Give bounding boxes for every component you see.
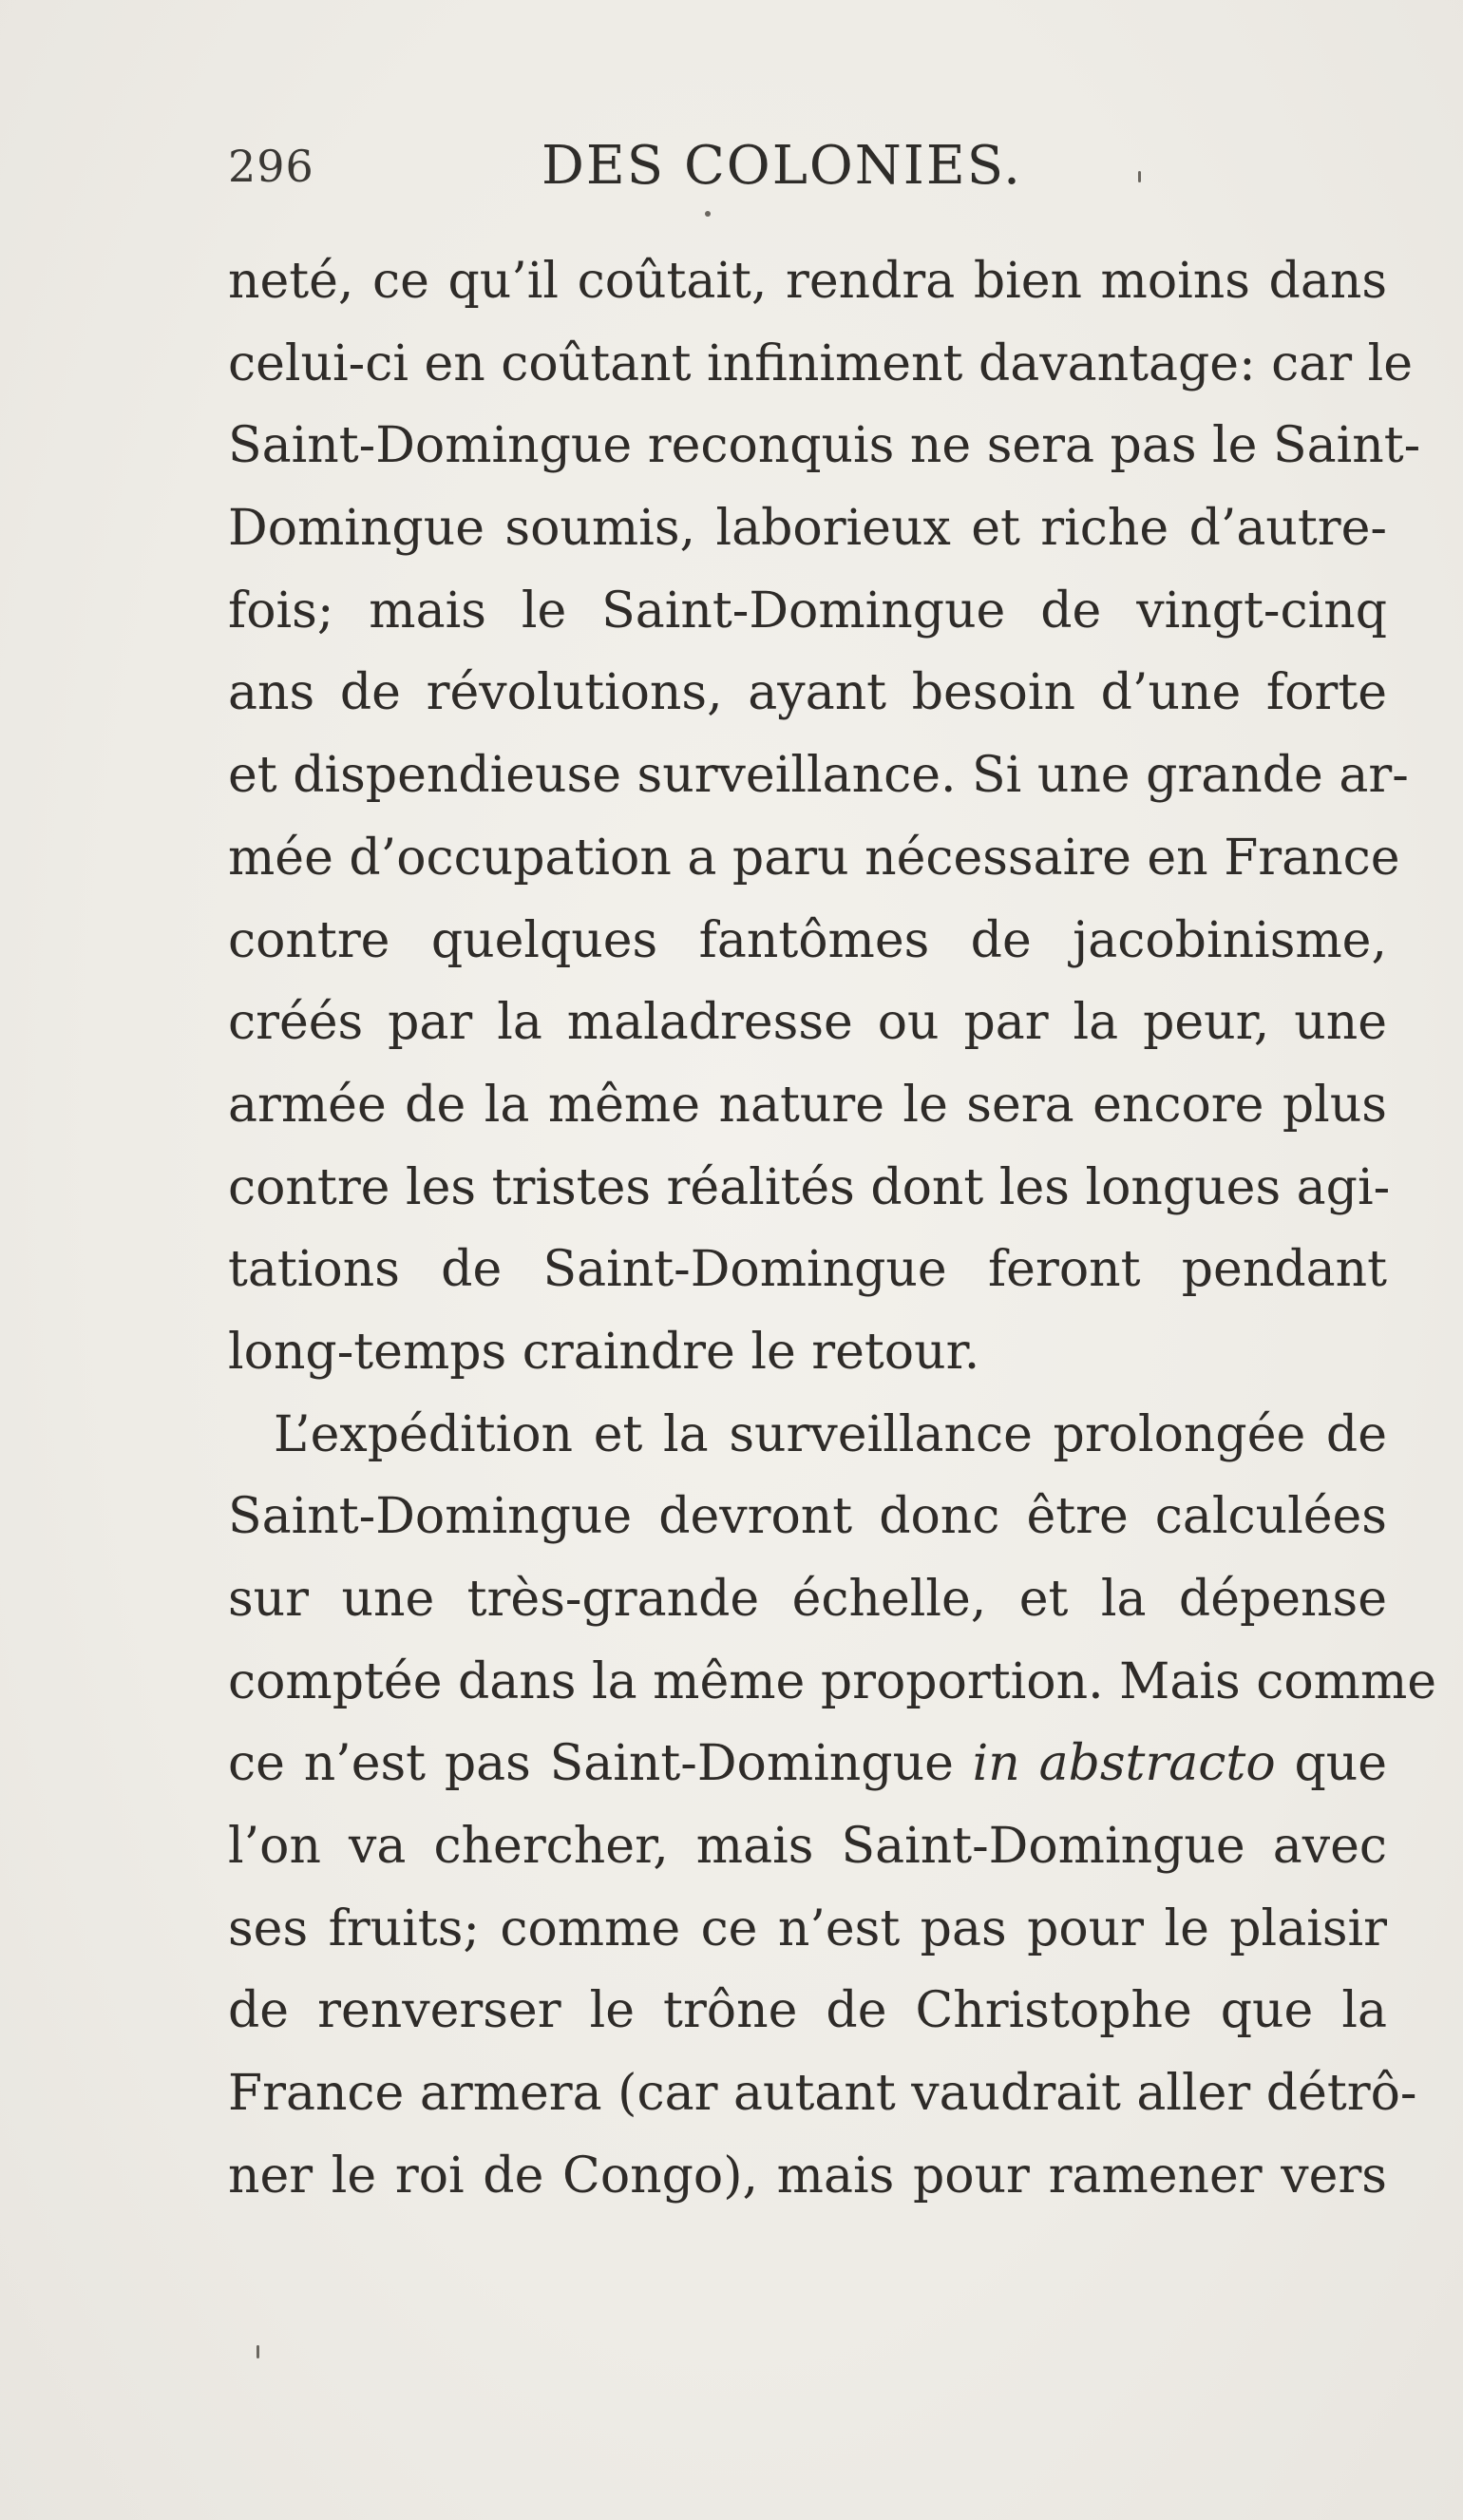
paper-speck [705,211,711,217]
text-segment: que [1294,1735,1388,1793]
text-line: ans de révolutions, ayant besoin d’une forte [228,664,1387,722]
running-title: DES COLONIES. [542,135,1022,197]
text-line: tations de Saint-Domingue feront pendant [228,1241,1387,1299]
text-line: ner le roi de Congo), mais pour ramener vers [228,2147,1387,2205]
text-line-paragraph-end: long-temps craindre le retour. [228,1323,980,1381]
text-line: Saint-Domingue reconquis ne sera pas le Saint- [228,417,1421,475]
text-line: Domingue soumis, laborieux et riche d’autre- [228,500,1387,558]
text-line: l’on va chercher, mais Saint-Domingue avec [228,1818,1387,1876]
text-line: contre les tristes réalités dont les longues agi- [228,1158,1391,1216]
paper-speck [256,2345,259,2358]
text-line: contre quelques fantômes de jacobinisme, [228,911,1387,969]
text-line: Saint-Domingue devront donc être calculées [228,1488,1387,1546]
paper-speck [1138,171,1141,182]
running-header [228,135,1387,217]
text-line: armée de la même nature le sera encore plus [228,1076,1387,1134]
text-line: France armera (car autant vaudrait aller détrô- [228,2065,1417,2123]
text-line: sur une très-grande échelle, et la dépense [228,1571,1387,1628]
italic-phrase: in abstracto [972,1735,1276,1793]
text-line: comptée dans la même proportion. Mais comme [228,1652,1437,1710]
text-line: ses fruits; comme ce n’est pas pour le plaisir [228,1900,1387,1957]
text-line: et dispendieuse surveillance. Si une grande ar- [228,747,1409,805]
text-line: neté, ce qu’il coûtait, rendra bien moins dans [228,253,1387,310]
text-line: celui-ci en coûtant infiniment davantage: car le [228,334,1414,392]
text-line: fois; mais le Saint-Domingue de vingt-cinq [228,582,1387,640]
text-line: de renverser le trône de Christophe que la [228,1982,1387,2040]
text-line-with-italic [228,1723,1387,1805]
text-line: mée d’occupation a paru nécessaire en France [228,829,1400,887]
body-text [228,240,1437,2218]
text-line-paragraph-start: L’expédition et la surveillance prolongée de [274,1405,1387,1463]
page-number: 296 [228,141,314,192]
text-segment: ce n’est pas Saint-Domingue [228,1735,954,1793]
text-line: créés par la maladresse ou par la peur, une [228,994,1387,1052]
